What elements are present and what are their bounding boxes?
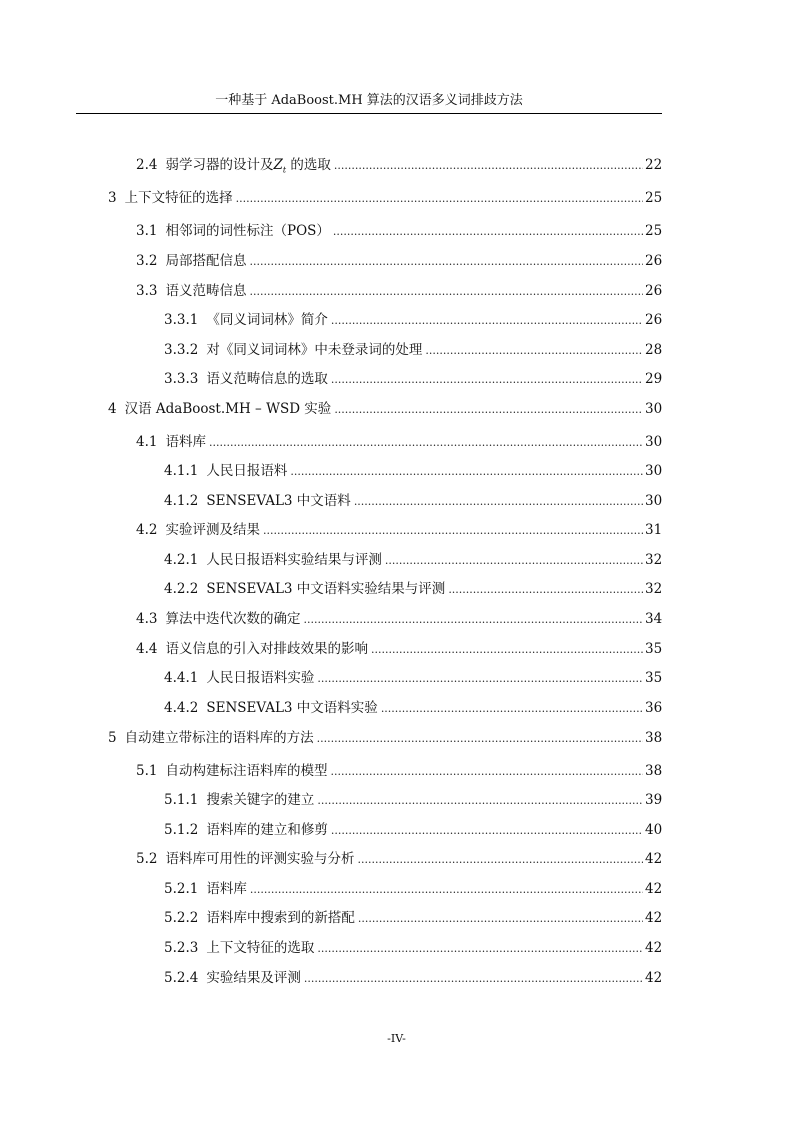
toc-entry-number: 5.2.3	[164, 940, 199, 956]
toc-entry-page: 26	[645, 253, 663, 269]
toc-entry-page: 36	[645, 700, 663, 716]
toc-entry-number: 3.2	[136, 253, 158, 269]
dot-leader	[317, 725, 643, 753]
toc-entry-page: 38	[645, 730, 663, 746]
toc-entry-page: 30	[645, 434, 663, 450]
toc-entry-page: 42	[645, 970, 663, 986]
dot-leader	[249, 248, 643, 276]
toc-entry-title: 弱学习器的设计及$Z_t$ 的选取	[165, 157, 331, 175]
toc-entry-number: 5.2.2	[164, 910, 199, 926]
dot-leader	[209, 429, 643, 457]
toc-entry[interactable]	[136, 247, 661, 275]
toc-entry-page: 38	[645, 763, 663, 779]
toc-entry-title: 语料库可用性的评测实验与分析	[165, 851, 355, 867]
toc-entry-title: 实验结果及评测	[206, 970, 301, 986]
toc-entry-number: 4.1.1	[164, 463, 199, 479]
toc-entry-title: 语料库的建立和修剪	[206, 822, 328, 838]
toc-entry-page: 31	[645, 522, 663, 538]
dot-leader	[317, 787, 643, 815]
toc-entry[interactable]	[164, 575, 661, 603]
toc-entry-page: 40	[645, 822, 663, 838]
toc-entry-number: 3.3.2	[164, 342, 199, 358]
toc-entry[interactable]	[164, 336, 661, 364]
dot-leader	[317, 935, 643, 963]
toc-entry-number: 5	[108, 730, 117, 746]
toc-entry-title: SENSEVAL3 中文语料	[206, 493, 351, 509]
toc-entry[interactable]	[136, 845, 661, 873]
dot-leader	[371, 636, 643, 664]
toc-entry-title: 语义范畴信息	[165, 283, 247, 299]
toc-entry[interactable]	[164, 934, 661, 962]
toc-entry-title: 语料库	[165, 434, 206, 450]
toc-entry-page: 42	[645, 851, 663, 867]
toc-entry-number: 5.1.1	[164, 792, 199, 808]
toc-entry-title: 自动建立带标注的语料库的方法	[124, 730, 314, 746]
dot-leader	[304, 965, 643, 993]
toc-entry-number: 4	[108, 401, 117, 417]
toc-entry-number: 3.3.1	[164, 312, 199, 328]
toc-entry[interactable]	[136, 428, 661, 456]
toc-entry[interactable]	[164, 457, 661, 485]
dot-leader	[250, 876, 643, 904]
toc-entry-number: 4.1.2	[164, 493, 199, 509]
toc-entry[interactable]	[136, 757, 661, 785]
dot-leader	[354, 488, 643, 516]
toc-entry[interactable]	[164, 875, 661, 903]
header-rule	[76, 113, 662, 114]
toc-entry[interactable]	[108, 184, 661, 212]
toc-entry-number: 3.3.3	[164, 371, 199, 387]
dot-leader	[249, 278, 643, 306]
toc-entry-page: 30	[645, 493, 663, 509]
toc-entry-page: 30	[645, 401, 663, 417]
toc-entry-number: 2.4	[136, 157, 158, 173]
dot-leader	[331, 817, 643, 845]
toc-entry-title: 人民日报语料实验结果与评测	[206, 552, 382, 568]
toc-entry-number: 4.4	[136, 641, 158, 657]
toc-entry-title: 上下文特征的选取	[206, 940, 315, 956]
dot-leader	[290, 458, 643, 486]
running-header: 一种基于 AdaBoost.MH 算法的汉语多义词排歧方法	[215, 93, 523, 108]
toc-entry-title: 《同义词词林》简介	[206, 312, 328, 328]
dot-leader	[381, 695, 643, 723]
toc-entry-page: 32	[645, 581, 663, 597]
toc-entry[interactable]	[164, 694, 661, 722]
dot-leader	[334, 152, 643, 180]
toc-entry[interactable]	[136, 605, 661, 633]
toc-entry-title: 语料库中搜索到的新搭配	[206, 910, 355, 926]
toc-entry[interactable]	[136, 635, 661, 663]
toc-entry[interactable]	[108, 395, 661, 423]
toc-entry-title: 相邻词的词性标注（POS）	[165, 223, 330, 239]
dot-leader	[303, 606, 643, 634]
toc-entry[interactable]	[164, 816, 661, 844]
toc-entry-page: 35	[645, 641, 663, 657]
toc-entry[interactable]	[136, 151, 661, 179]
toc-entry[interactable]	[164, 664, 661, 692]
dot-leader	[334, 396, 643, 424]
toc-entry-number: 4.1	[136, 434, 158, 450]
toc-entry-number: 4.2.2	[164, 581, 199, 597]
toc-entry-title: 搜索关键字的建立	[206, 792, 315, 808]
toc-entry-page: 35	[645, 670, 663, 686]
dot-leader	[236, 185, 643, 213]
toc-entry-page: 42	[645, 881, 663, 897]
toc-entry[interactable]	[164, 904, 661, 932]
toc-entry[interactable]	[164, 365, 661, 393]
toc-entry-page: 28	[645, 342, 663, 358]
toc-entry-number: 4.4.2	[164, 700, 199, 716]
toc-entry[interactable]	[164, 786, 661, 814]
toc-entry-number: 5.2.1	[164, 881, 199, 897]
toc-entry-title: SENSEVAL3 中文语料实验	[206, 700, 378, 716]
toc-entry-page: 25	[645, 223, 663, 239]
toc-entry-page: 26	[645, 312, 663, 328]
toc-entry-number: 5.1	[136, 763, 158, 779]
toc-entry-title: 局部搭配信息	[165, 253, 247, 269]
toc-entry-number: 4.2.1	[164, 552, 199, 568]
toc-entry[interactable]	[136, 217, 661, 245]
toc-entry-title: 上下文特征的选择	[124, 190, 233, 206]
toc-entry-title: 自动构建标注语料库的模型	[165, 763, 328, 779]
dot-leader	[385, 547, 643, 575]
toc-entry[interactable]	[164, 546, 661, 574]
toc-entry-title: 人民日报语料	[206, 463, 288, 479]
toc-entry-page: 29	[645, 371, 663, 387]
toc-entry-number: 3	[108, 190, 117, 206]
toc-entry-page: 25	[645, 190, 663, 206]
toc-entry-title: 对《同义词词林》中未登录词的处理	[206, 342, 423, 358]
toc-entry[interactable]	[136, 516, 661, 544]
dot-leader	[330, 758, 643, 786]
toc-entry-title: 语义范畴信息的选取	[206, 371, 328, 387]
toc-entry-number: 4.3	[136, 611, 158, 627]
dot-leader	[358, 905, 643, 933]
toc-entry-number: 4.2	[136, 522, 158, 538]
dot-leader	[333, 218, 643, 246]
toc-entry-page: 42	[645, 940, 663, 956]
page-number: -IV-	[387, 1032, 406, 1045]
toc-entry-page: 34	[645, 611, 663, 627]
toc-entry-title: 人民日报语料实验	[206, 670, 315, 686]
dot-leader	[357, 846, 643, 874]
toc-entry-number: 3.3	[136, 283, 158, 299]
dot-leader	[331, 366, 643, 394]
toc-entry-page: 32	[645, 552, 663, 568]
toc-entry-page: 39	[645, 792, 663, 808]
toc-entry[interactable]	[136, 277, 661, 305]
toc-entry-page: 42	[645, 910, 663, 926]
toc-entry-title: 语义信息的引入对排歧效果的影响	[165, 641, 368, 657]
toc-entry[interactable]	[164, 487, 661, 515]
toc-entry[interactable]	[164, 964, 661, 992]
toc-entry-title: SENSEVAL3 中文语料实验结果与评测	[206, 581, 446, 597]
dot-leader	[448, 576, 643, 604]
toc-entry-number: 4.4.1	[164, 670, 199, 686]
toc-entry-page: 30	[645, 463, 663, 479]
toc-entry-title: 实验评测及结果	[165, 522, 260, 538]
toc-entry-number: 5.1.2	[164, 822, 199, 838]
toc-entry-page: 22	[645, 157, 663, 173]
toc-entry[interactable]	[108, 724, 661, 752]
toc-entry[interactable]	[164, 306, 661, 334]
dot-leader	[331, 307, 643, 335]
toc-entry-title: 语料库	[206, 881, 247, 897]
dot-leader	[425, 337, 643, 365]
toc-entry-number: 5.2	[136, 851, 158, 867]
dot-leader	[263, 517, 643, 545]
dot-leader	[317, 665, 643, 693]
toc-entry-number: 5.2.4	[164, 970, 199, 986]
toc-entry-title: 算法中迭代次数的确定	[165, 611, 301, 627]
toc-entry-page: 26	[645, 283, 663, 299]
toc-entry-title: 汉语 AdaBoost.MH – WSD 实验	[124, 401, 332, 417]
toc-entry-number: 3.1	[136, 223, 158, 239]
